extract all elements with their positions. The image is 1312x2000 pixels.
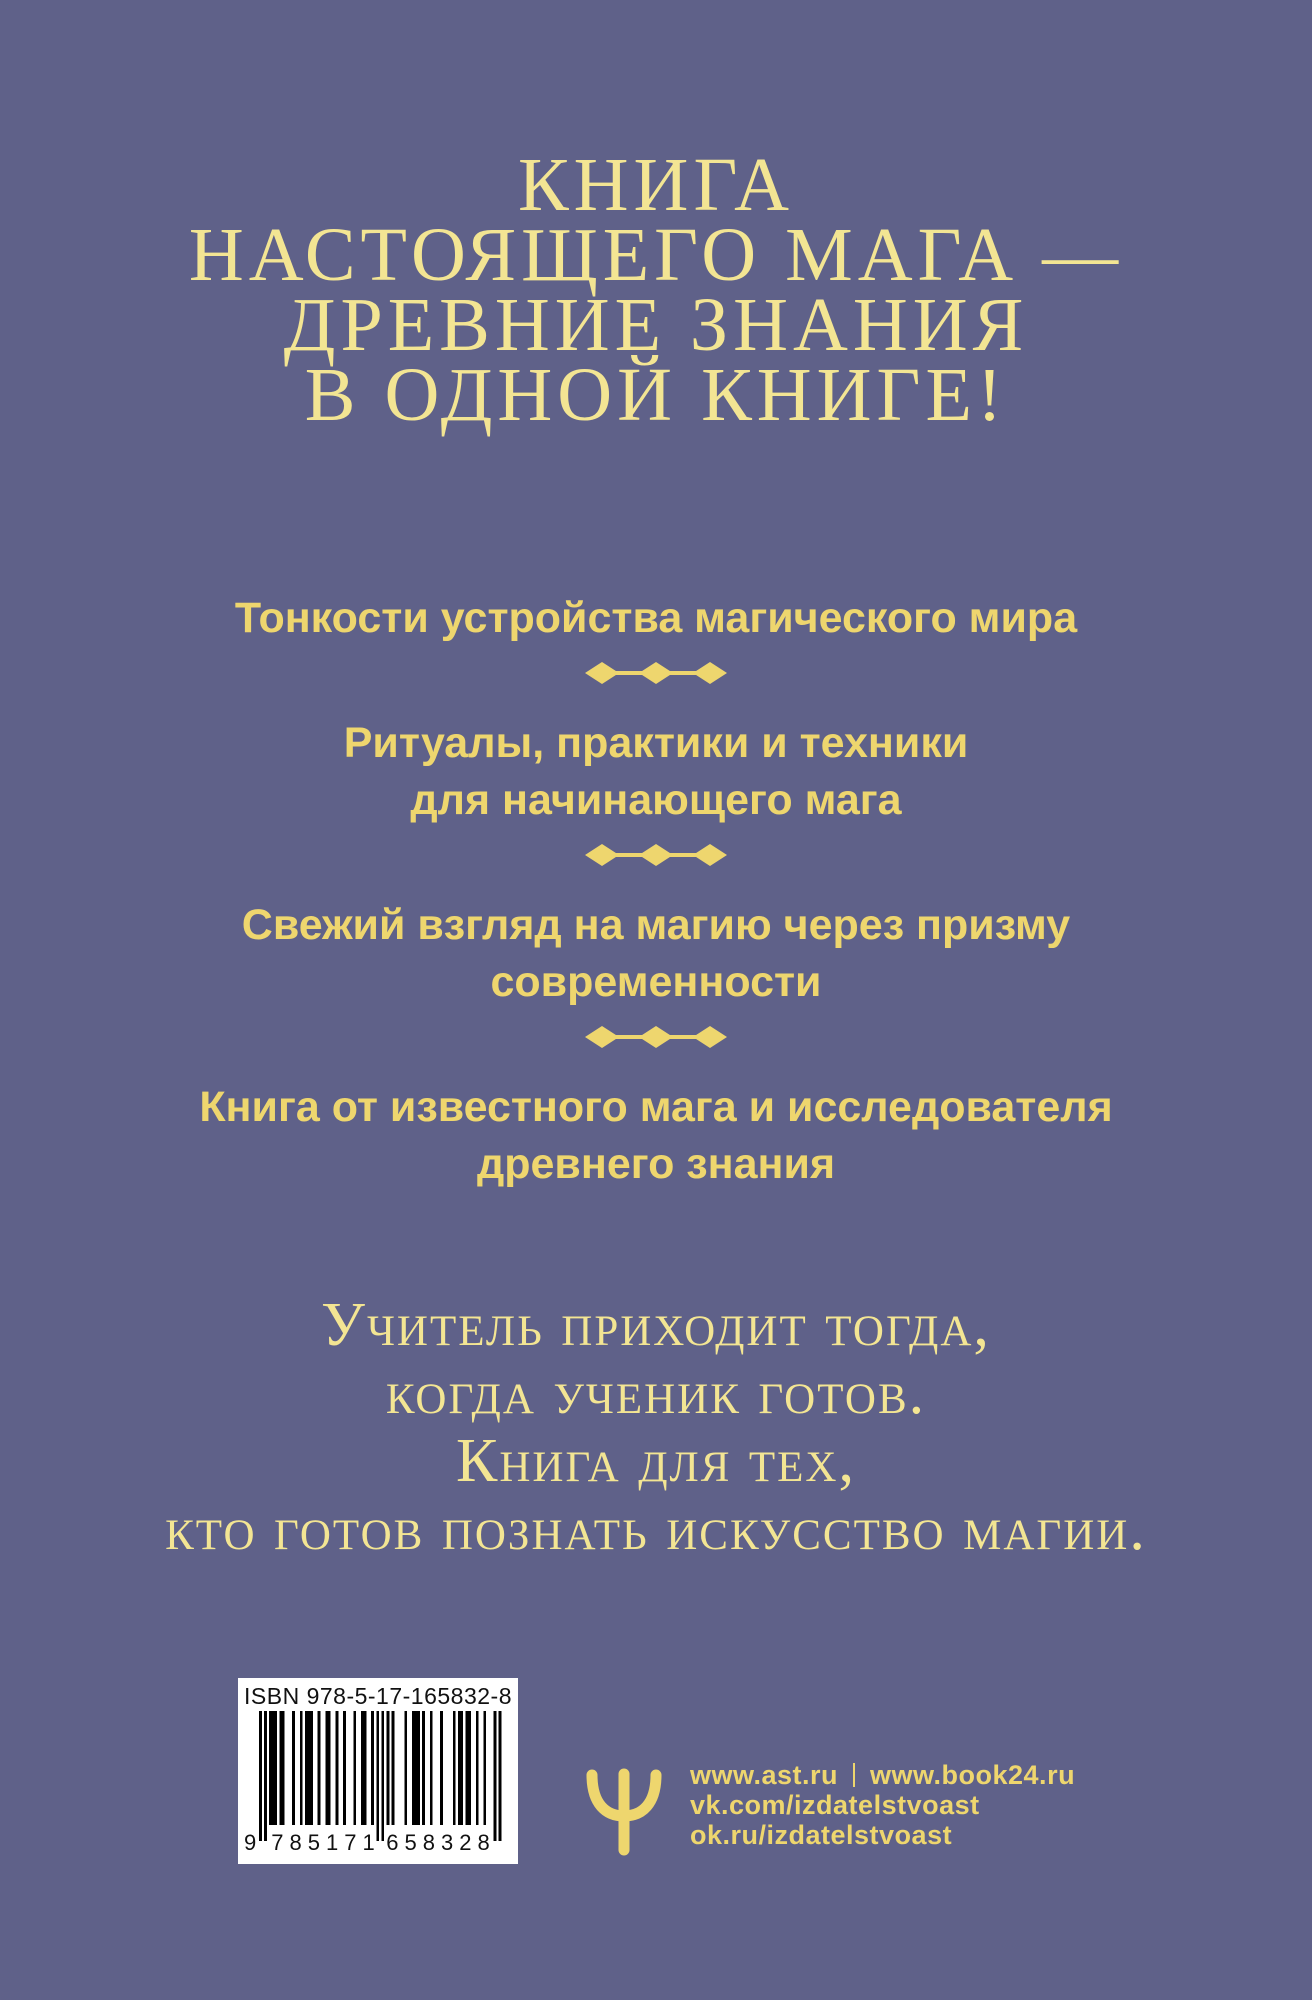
- feature-line: для начинающего мага: [410, 776, 902, 824]
- ast-psi-icon: [584, 1768, 664, 1856]
- headline: [0, 143, 1312, 437]
- ok-link: ok.ru/izdatelstvoast: [690, 1820, 953, 1850]
- publisher-links: [690, 1760, 1075, 1850]
- ean13-barcode: [247, 1711, 509, 1843]
- publisher-links-row: [690, 1790, 1075, 1820]
- isbn-barcode-block: [238, 1678, 518, 1864]
- feature-item: [0, 590, 1312, 647]
- feature-line: современности: [490, 958, 822, 1006]
- feature-item: [0, 1079, 1312, 1193]
- feature-line: Книга от известного мага и исследователя: [199, 1083, 1113, 1131]
- vk-link: vk.com/izdatelstvoast: [690, 1790, 980, 1820]
- feature-item: [0, 897, 1312, 1011]
- feature-item: [0, 715, 1312, 829]
- headline-line: В ОДНОЙ КНИГЕ!: [304, 353, 1008, 437]
- quote-line: Учитель приходит тогда,: [321, 1291, 991, 1359]
- publisher-links-row: [690, 1760, 1075, 1790]
- features-list: [0, 590, 1312, 1193]
- ast-site-link: www.ast.ru: [690, 1760, 839, 1790]
- feature-line: Свежий взгляд на магию через призму: [241, 901, 1071, 949]
- link-separator: [853, 1763, 855, 1787]
- barcode-digits: [238, 1831, 518, 1855]
- headline-line: ДРЕВНИЕ ЗНАНИЯ: [283, 283, 1029, 367]
- barcode-digit-group: 658328: [386, 1830, 496, 1855]
- diamond-divider-icon: [580, 660, 732, 686]
- publisher-links-row: [690, 1820, 1075, 1850]
- quote-line: когда ученик готов.: [385, 1359, 927, 1427]
- headline-line: КНИГА: [517, 143, 794, 227]
- quote: [0, 1291, 1312, 1563]
- book24-site-link: www.book24.ru: [870, 1760, 1076, 1790]
- feature-line: древнего знания: [476, 1140, 836, 1188]
- barcode-digit-group: 9: [244, 1830, 257, 1855]
- quote-line: кто готов познать искусство магии.: [165, 1495, 1147, 1563]
- headline-line: НАСТОЯЩЕГО МАГА —: [188, 213, 1124, 297]
- diamond-divider-icon: [580, 1024, 732, 1050]
- quote-line: Книга для тех,: [456, 1427, 856, 1495]
- barcode-digit-group: 785171: [271, 1830, 381, 1855]
- feature-line: Ритуалы, практики и техники: [343, 719, 969, 767]
- diamond-divider-icon: [580, 842, 732, 868]
- feature-line: Тонкости устройства магического мира: [234, 594, 1078, 642]
- isbn-label: ISBN 978-5-17-165832-8: [244, 1683, 512, 1709]
